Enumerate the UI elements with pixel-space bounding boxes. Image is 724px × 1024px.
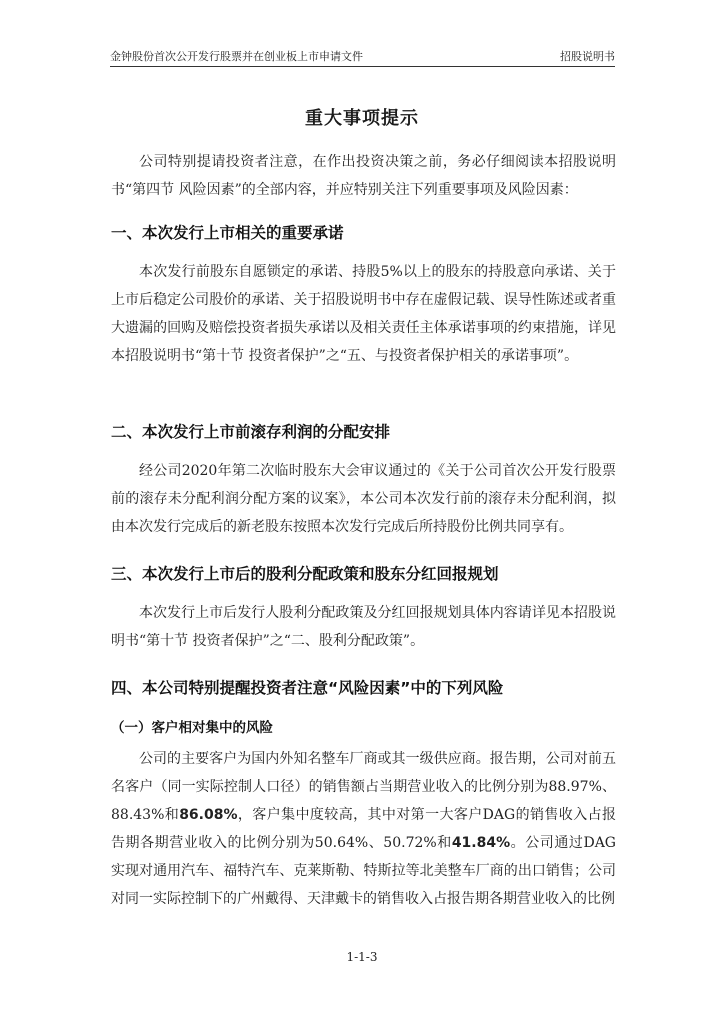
subsection-text-1: 公司的主要客户为国内外知名整车厂商或其一级供应商。报告期，公司对前五名客户（同一实际控制人口径）的销售额占当期营业收入的比例分别为88.97%、88.43%和: [111, 751, 616, 823]
section-4-heading: 四、本公司特别提醒投资者注意“风险因素”中的下列风险: [111, 679, 504, 697]
header-document-type: 招股说明书: [560, 50, 615, 63]
page-title: 重大事项提示: [305, 108, 419, 129]
section-1-heading: 一、本次发行上市相关的重要承诺: [111, 224, 344, 242]
dag-ratio-latest: 41.84%: [451, 835, 511, 851]
top5-ratio-latest: 86.08%: [179, 807, 238, 823]
section-1-body: 本次发行前股东自愿锁定的承诺、持股5%以上的股东的持股意向承诺、关于上市后稳定公司股价的承诺、关于招股说明书中存在虚假记载、误导性陈述或者重大遗漏的回购及赔偿投资者损失承诺以及相关责任主体承诺事项的约束措施，详见本招股说明书“第十节 投资者保护”之“五、与投资者保护相关的承诺事项”。: [111, 264, 616, 364]
subsection-body: [111, 745, 616, 913]
running-header: [110, 46, 615, 67]
section-3-body: 本次发行上市后发行人股利分配政策及分红回报规划具体内容请详见本招股说明书“第十节 投资者保护”之“二、股利分配政策”。: [111, 605, 616, 649]
section-3-heading: 三、本次发行上市后的股利分配政策和股东分红回报规划: [111, 565, 499, 583]
subsection-text-3: 。公司通过DAG实现对通用汽车、福特汽车、克莱斯勒、特斯拉等北美整车厂商的出口销售；公司对同一实际控制下的广州戴得、天津戴卡的销售收入占报告期各期营业收入的比例: [111, 835, 616, 907]
section-2-heading: 二、本次发行上市前滚存利润的分配安排: [111, 423, 391, 441]
subsection-text-2: ，客户集中度较高，其中对第一大客户DAG的销售收入占报告期各期营业收入的比例分别为50.64%、50.72%和: [111, 807, 616, 851]
header-document-name: 金钟股份首次公开发行股票并在创业板上市申请文件: [110, 50, 363, 63]
page-number: 1-1-3: [346, 950, 378, 964]
subsection-heading: （一）客户相对集中的风险: [111, 720, 273, 736]
intro-paragraph: 公司特别提请投资者注意，在作出投资决策之前，务必仔细阅读本招股说明书“第四节 风险因素”的全部内容，并应特别关注下列重要事项及风险因素：: [111, 154, 616, 198]
section-2-body: 经公司2020年第二次临时股东大会审议通过的《关于公司首次公开发行股票前的滚存未分配利润分配方案的议案》，本公司本次发行前的滚存未分配利润，拟由本次发行完成后的新老股东按照本次发行完成后所持股份比例共同享有。: [111, 463, 616, 535]
